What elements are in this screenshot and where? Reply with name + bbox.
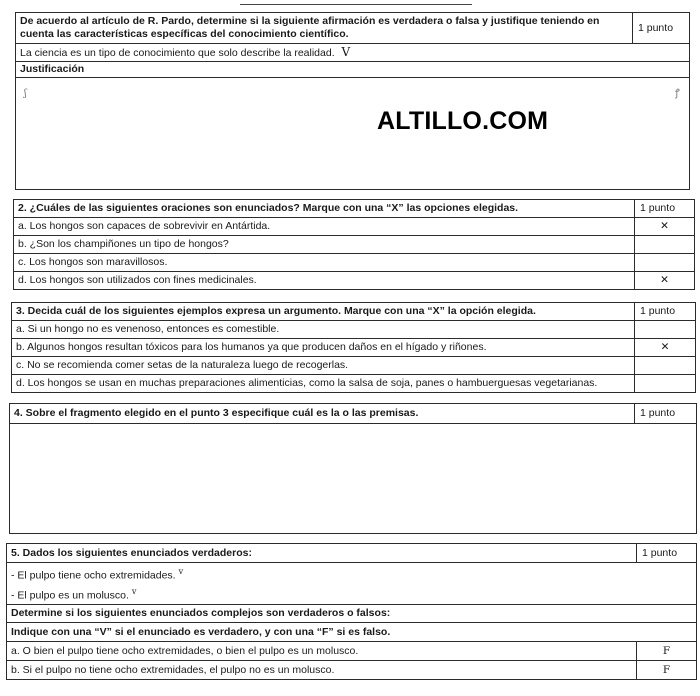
top-rule [240,4,472,5]
q5-points: 1 punto [637,544,697,563]
q5-given-2-tick: v [131,586,137,596]
q5-instruction-2: Indique con una “V” si el enunciado es verdadero, y con una “F” si es falso. [7,623,697,642]
pen-mark-right: ꝭ [675,88,680,99]
q2-mark-b[interactable] [635,236,695,254]
q5-answer-b[interactable]: F [637,661,697,680]
q2-mark-c[interactable] [635,254,695,272]
q5-answer-a[interactable]: F [637,642,697,661]
q3-header: 3. Decida cuál de los siguientes ejemplos expresa un argumento. Marque con una “X” la opción elegida. [12,303,635,321]
q4-header: 4. Sobre el fragmento elegido en el punto 3 especifique cuál es la o las premisas. [10,404,635,424]
q2-option-d: d. Los hongos son utilizados con fines medicinales. [14,272,635,290]
q5-given-1-tick: v [178,567,184,576]
q3-mark-a[interactable] [635,321,696,339]
q3-option-d: d. Los hongos se usan en muchas preparaciones alimenticias, como la salsa de soja, panes o hambuerguesas vegetarianas. [12,375,635,393]
q2-points: 1 punto [635,200,695,218]
q2-mark-a[interactable]: ✕ [635,218,695,236]
q5-item-b: b. Si el pulpo no tiene ocho extremidades, el pulpo no es un molusco. [7,661,637,680]
q5-item-a: a. O bien el pulpo tiene ocho extremidades, o bien el pulpo es un molusco. [7,642,637,661]
q3-mark-b[interactable]: ✕ [635,339,696,357]
q5-instruction-1: Determine si los siguientes enunciados complejos son verdaderos o falsos: [7,605,697,623]
q1-header: De acuerdo al artículo de R. Pardo, determine si la siguiente afirmación es verdadera o falsa y justifique teniendo en cuenta las características específicas del conocimiento científico. [16,13,633,44]
q3-points: 1 punto [635,303,696,321]
question-3-table [11,302,696,393]
q2-mark-d[interactable]: ✕ [635,272,695,290]
question-5-table [6,543,697,680]
q1-justification-box[interactable] [16,78,690,190]
q3-option-c: c. No se recomienda comer setas de la naturaleza luego de recogerlas. [12,357,635,375]
q2-option-c: c. Los hongos son maravillosos. [14,254,635,272]
q3-option-a: a. Si un hongo no es venenoso, entonces es comestible. [12,321,635,339]
pen-mark-left: ʃ [24,88,27,99]
q2-header: 2. ¿Cuáles de las siguientes oraciones son enunciados? Marque con una “X” las opciones elegidas. [14,200,635,218]
q1-justification-label: Justificación [16,62,690,78]
question-2-table [13,199,695,290]
q1-answer: V [341,44,351,59]
q1-points: 1 punto [633,13,690,44]
watermark: ALTILLO.COM [377,107,549,135]
q2-option-a: a. Los hongos son capaces de sobrevivir en Antártida. [14,218,635,236]
q5-header: 5. Dados los siguientes enunciados verdaderos: [7,544,637,563]
q4-answer-box[interactable] [10,424,697,534]
q1-statement: La ciencia es un tipo de conocimiento que solo describe la realidad. [20,46,335,59]
q5-given-block [7,563,697,605]
q4-points: 1 punto [635,404,697,424]
q5-given-2-row [11,584,692,604]
q3-option-b: b. Algunos hongos resultan tóxicos para los humanos ya que producen daños en el hígado y riñones. [12,339,635,357]
q5-given-1: - El pulpo tiene ocho extremidades. [11,569,176,582]
q3-mark-c[interactable] [635,357,696,375]
question-4-table [9,403,697,534]
question-1-table [15,12,690,190]
q3-mark-d[interactable] [635,375,696,393]
q5-given-1-row [11,564,692,584]
q2-option-b: b. ¿Son los champiñones un tipo de hongos? [14,236,635,254]
q5-given-2: - El pulpo es un molusco. [11,589,129,601]
q1-statement-row [16,44,690,62]
